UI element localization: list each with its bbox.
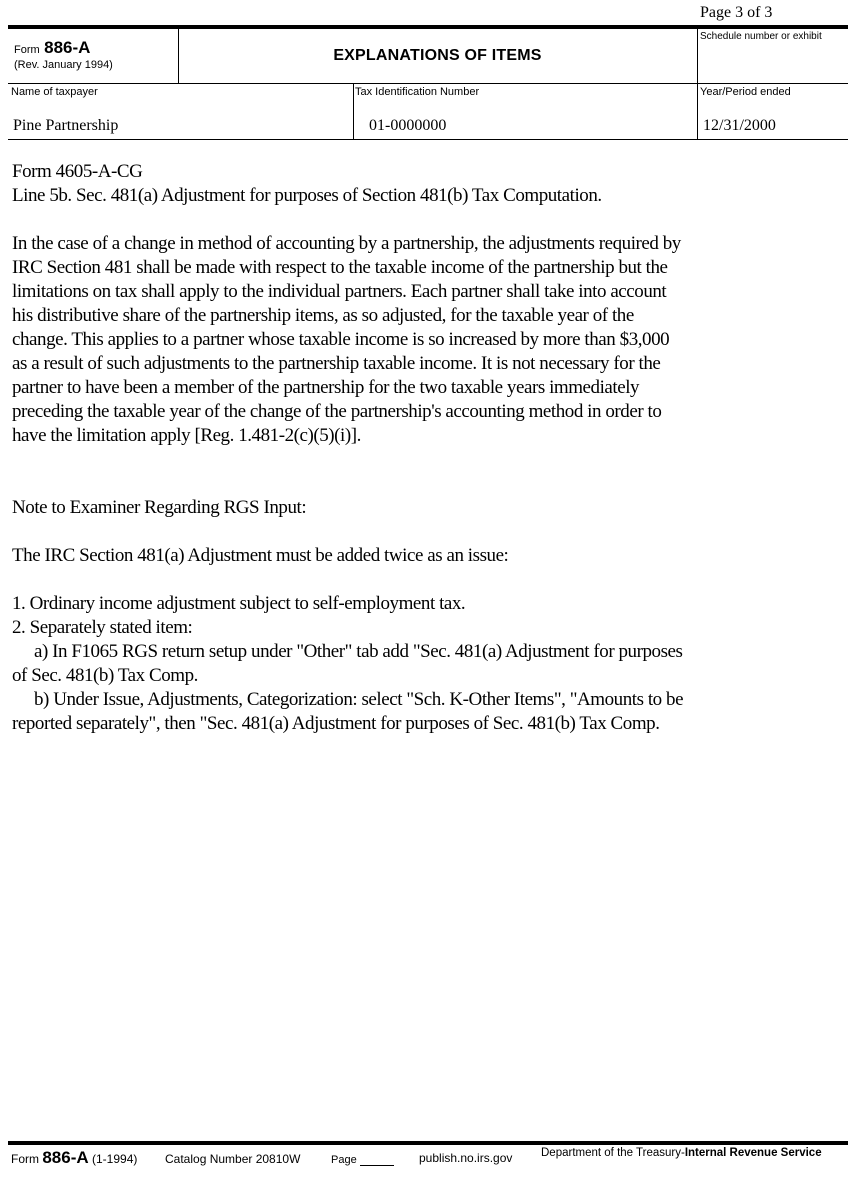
paragraph-line: change. This applies to a partner whose taxable income is so increased by more than $3,000 xyxy=(12,329,670,350)
form-revision: (Rev. January 1994) xyxy=(14,59,113,71)
explanation-paragraph xyxy=(12,232,842,448)
paragraph-line: limitations on tax shall apply to the individual partners. Each partner shall take into account xyxy=(12,281,667,302)
period-value[interactable]: 12/31/2000 xyxy=(703,117,776,134)
paragraph-line: as a result of such adjustments to the partnership taxable income. It is not necessary for the xyxy=(12,353,661,374)
paragraph-line: IRC Section 481 shall be made with respect to the taxable income of the partnership but the xyxy=(12,257,668,278)
footer-rule xyxy=(8,1141,848,1145)
list-item-2a: a) In F1065 RGS return setup under "Other" tab add "Sec. 481(a) Adjustment for purposes xyxy=(34,641,683,662)
taxpayer-row-rule xyxy=(8,139,848,140)
list-item-2: 2. Separately stated item: xyxy=(12,617,193,638)
note-heading: Note to Examiner Regarding RGS Input: xyxy=(12,497,307,518)
period-label: Year/Period ended xyxy=(700,86,791,98)
footer-dept-name: Department of the Treasury- xyxy=(541,1147,685,1159)
schedule-value[interactable] xyxy=(702,50,842,70)
footer-agency: Internal Revenue Service xyxy=(684,1147,822,1159)
header-row-rule xyxy=(8,83,848,84)
footer-page-blank xyxy=(360,1153,394,1166)
form-prefix: Form xyxy=(14,44,40,56)
paragraph-line: preceding the taxable year of the change of the partnership's accounting method in order to xyxy=(12,401,662,422)
tin-label: Tax Identification Number xyxy=(355,86,480,98)
list-item-2a-cont: of Sec. 481(b) Tax Comp. xyxy=(12,665,198,686)
line-reference: Line 5b. Sec. 481(a) Adjustment for purposes of Section 481(b) Tax Computation. xyxy=(12,185,602,206)
footer-form-date: (1-1994) xyxy=(92,1152,138,1166)
footer-form-id xyxy=(11,1148,137,1168)
list-item-2b-cont: reported separately", then "Sec. 481(a) Adjustment for purposes of Sec. 481(b) Tax Comp. xyxy=(12,713,660,734)
footer-page-label: Page xyxy=(331,1154,357,1166)
form-reference: Form 4605-A-CG xyxy=(12,161,143,182)
footer-form-number: 886-A xyxy=(42,1148,89,1167)
paragraph-line: partner to have been a member of the partnership for the two taxable years immediately xyxy=(12,377,640,398)
taxpayer-name-label: Name of taxpayer xyxy=(11,86,98,98)
paragraph-line: In the case of a change in method of accounting by a partnership, the adjustments required by xyxy=(12,233,681,254)
form-title: EXPLANATIONS OF ITEMS xyxy=(333,47,542,64)
explanation-body xyxy=(12,160,842,736)
schedule-label: Schedule number or exhibit xyxy=(700,31,822,42)
tin-divider xyxy=(353,83,354,139)
paragraph-line: have the limitation apply [Reg. 1.481-2(c)(5)(i)]. xyxy=(12,425,361,446)
list-item-1: 1. Ordinary income adjustment subject to self-employment tax. xyxy=(12,593,466,614)
taxpayer-name-value[interactable]: Pine Partnership xyxy=(13,117,119,134)
footer-website: publish.no.irs.gov xyxy=(419,1151,513,1165)
note-intro: The IRC Section 481(a) Adjustment must be added twice as an issue: xyxy=(12,545,509,566)
footer-page xyxy=(331,1153,394,1166)
header-divider-right xyxy=(697,29,698,139)
header-top-rule xyxy=(8,25,848,29)
list-item-2b: b) Under Issue, Adjustments, Categorization: select "Sch. K-Other Items", "Amounts to be xyxy=(34,689,684,710)
page-indicator: Page 3 of 3 xyxy=(700,4,773,21)
footer-department xyxy=(541,1147,822,1159)
form-number: 886-A xyxy=(44,38,91,57)
tin-value[interactable]: 01-0000000 xyxy=(369,117,447,134)
paragraph-line: his distributive share of the partnership items, as so adjusted, for the taxable year of the xyxy=(12,305,634,326)
form-identifier xyxy=(14,38,90,58)
footer-catalog: Catalog Number 20810W xyxy=(165,1152,301,1166)
footer-form-prefix: Form xyxy=(11,1152,39,1166)
